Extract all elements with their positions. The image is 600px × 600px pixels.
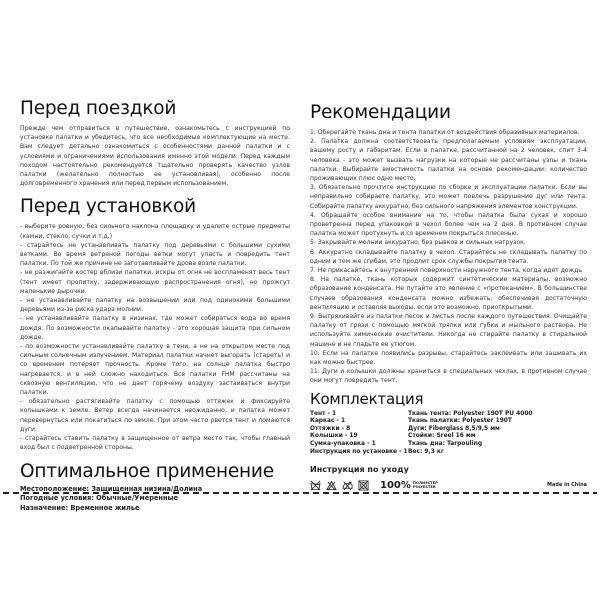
optimal-use-section <box>20 461 290 514</box>
kit-section <box>310 390 587 457</box>
no-tumble-dry-icon <box>358 480 369 491</box>
before-trip-title: Перед поездкой <box>20 98 177 119</box>
optimal-use-title: Оптимальное применение <box>20 460 274 482</box>
recommendation-item: 9. Вытряхивайте из палатки песок и листья после каждого путешествия. Очищайте палатку от грязи с помощью мягкой тряпки или губки и мыльного раствора. Не используйте химические очистители. Никогда не стирайте палатку в стиральной машине и не гладьте ее утюгом. <box>310 313 587 348</box>
kit-item: Каркас - 1 <box>310 418 346 425</box>
spec-location: Местоположение: Защищенная низина/Долина <box>20 484 203 493</box>
care-row <box>310 478 587 492</box>
material-item: Вес: 9,3 кг <box>408 448 444 455</box>
spec-weather: Погодные условия: Обычные/Умеренные <box>20 494 178 503</box>
recommendations-section <box>310 102 587 386</box>
spec-purpose: Назначение: Временное жилье <box>20 503 140 512</box>
recommendation-item: 2. Палатка должна соответствовать предполагаемым условиям эксплуатации, вашему росту и габаритам. Если в палатке, рассчитанной на 2 человек, спит 3-4 человека - это может вызвать нагрузки на которые не рассчитаны узлы и ткань палатки. Выбирайте вместимость палатки на основе рекомендации: количество проживающих плюс одно место. <box>310 138 587 183</box>
kit-item: Оттяжки - 8 <box>310 425 351 432</box>
material-item: Ткань тента: Polyester 190T PU 4000 <box>408 410 533 417</box>
material-item: Ткань палатки: Polyester 190T <box>408 418 512 425</box>
no-iron-icon <box>342 480 353 491</box>
recommendation-item: 3. Обязательно прочтите инструкцию по сборке и эксплуатации палатки. Если вы неправильно собираете палатку, это может повлечь разрушение дуг или тента. Собирайте палатку аккуратно, без сильного напряжения элементов конструкции. <box>310 184 587 210</box>
recommendation-item: 5. Закрывайте молнии аккуратно, без рывков и сильных нагрузок. <box>310 239 526 247</box>
made-in-label: Made in China <box>547 482 587 489</box>
setup-item: - выберите ровную, без сильного наклона площадку и удалите острые предметы (камни, стекло, сучки и т.д.) <box>20 223 290 240</box>
kit-item: Тент - 1 <box>310 410 337 417</box>
recommendation-item: 7. Не прикасайтесь к внутренней поверхности наружного тента, когда идет дождь <box>310 267 582 275</box>
recommendations-list <box>310 128 587 386</box>
recommendation-item: 1. Оберегайте ткань дна и тента палатки от воздействия образивных материалов. <box>310 129 580 136</box>
no-wash-icon <box>310 480 321 491</box>
kit-title: Комплектация <box>310 389 424 408</box>
recommendation-item: 6. Аккуратно складывайте палатку в чехол. Старайтесь не складывать палатку по одним и тем же сгибам, это продлит срок службы покрытия тента. <box>310 248 587 265</box>
material-item: Дуги: Fiberglass 8,5/9,5 мм <box>408 425 500 432</box>
before-setup-list <box>20 222 290 452</box>
no-bleach-icon <box>326 480 337 491</box>
right-column <box>310 100 587 492</box>
material-ru: ПОЛИЭСТЕР <box>412 481 438 486</box>
before-trip-text: Прежде чем отправиться в путешествие, ознакомьтесь с инструкцией по установке палатки и убедитесь, что все необходимые комплектующие на месте. Вам следует детально ознакомиться с особенностями данной палатки и с условиями и ограничениями использования именно этой модели. Перед каждым походом настоятельно рекомендуется тщательно проверять качество узлов палатки (желательно полностью ее установливая), особенно после долговременного хранения или перед первым использованием. <box>20 125 290 188</box>
kit-item: Колышки - 19 <box>310 433 358 440</box>
recommendations-title: Рекомендации <box>310 102 451 123</box>
before-setup-section <box>20 196 290 452</box>
before-trip-section <box>20 98 290 188</box>
left-column <box>20 96 290 521</box>
setup-item: - не устанавливайте палатку в низинах, где может собираться вода во время дождя. По возможности окапывайте палатку - это хорошая защита при сильном дожде. <box>20 315 290 341</box>
cut-line-divider <box>3 492 597 494</box>
recommendation-item: 8. На палатке, ткань которых содержит синтетические материалы, возможно образование конденсата. Не путайте это явление с «протеканием». В большинстве случаев образования конденсата можно избежать, обеспечивая достаточную вентиляцию и оставляя выходы, если это возможно, приоткрытыми. <box>310 276 587 311</box>
kit-item: Инструкция по установке - 1 <box>310 448 408 455</box>
care-section <box>310 464 587 492</box>
setup-item: - не устанавливайте палатку на возвышении или под одинокими большими деревьями из-за риска удара молнии. <box>20 297 290 314</box>
care-title: Инструкция по уходу <box>310 465 409 475</box>
material-label <box>413 481 438 489</box>
material-item: Стойки: Sreel 16 мм <box>408 433 476 440</box>
kit-table <box>310 411 587 457</box>
recommendation-item: 4. Обращайте особое внимание на то, чтобы палатка была сухая и хорошо проветренна перед упаковкой в чехол более чем на 2 дня. В противном случае палатка может протухнуть и со временем покрыться плесенью. <box>310 211 587 238</box>
kit-item: Сумка-упаковка - 1 <box>310 441 376 448</box>
material-percent: 100% <box>380 479 411 491</box>
recommendation-item: 10. Если на палатке появились разрывы, старайтесь заклеивать или зашивать их как можно быстрее. <box>310 349 587 367</box>
setup-item: - старайтесь не устанавливать палатку под деревьями с большими сухими ветками. Во время ветреной погоды ветки могут упасть и повредить тент палатки. По той же причине не заготавливайте дрова возле палатки. <box>20 241 290 268</box>
optimal-use-specs <box>20 485 290 514</box>
setup-item: - старайтесь ставить палатку в защищенное от ветра место так, чтобы главный вход был с подветренной стороны. <box>20 435 290 452</box>
kit-contents <box>310 411 408 457</box>
before-setup-title: Перед установкой <box>20 196 196 218</box>
material-item: Ткань дна: Tarpouling <box>408 441 483 448</box>
setup-item: - не разжигайте костер вблизи палатки, искры от огня не воспламенят весь тент (тент имеет пропитку, задерживающую распространения огня), но прожгут маленькие дырочки. <box>20 269 290 295</box>
setup-item: - по возможности устанавливайте палатку в тени, а не на открытом месте под сильным солнечным излучением. Материал палатки начнет выгорать (стареть) и со временем потеряет прочность. Кроме того, на солнце палатка быстро нагревается, и в ней сложно находиться. Все палатки FHM рассчитаны на сквозную вентиляцию, что не дает горячему воздуху застаиваться внутри палатки. <box>20 343 290 397</box>
setup-item: - обязательно растягивайте палатку с помощью оттяжек и фиксируйте колышками к земле. Ветер всегда начинается неожиданно, и палатка может перевернуться или покатиться по земле. При этом часто рвется тент и ломаются дуги. <box>20 398 290 433</box>
recommendation-item: 11. Дуги и колышки должны храниться в специальных чехлах, в противном случае они могут повредить тент. <box>310 368 587 385</box>
material-en: POLYESTER <box>412 485 436 490</box>
kit-materials <box>408 411 587 457</box>
